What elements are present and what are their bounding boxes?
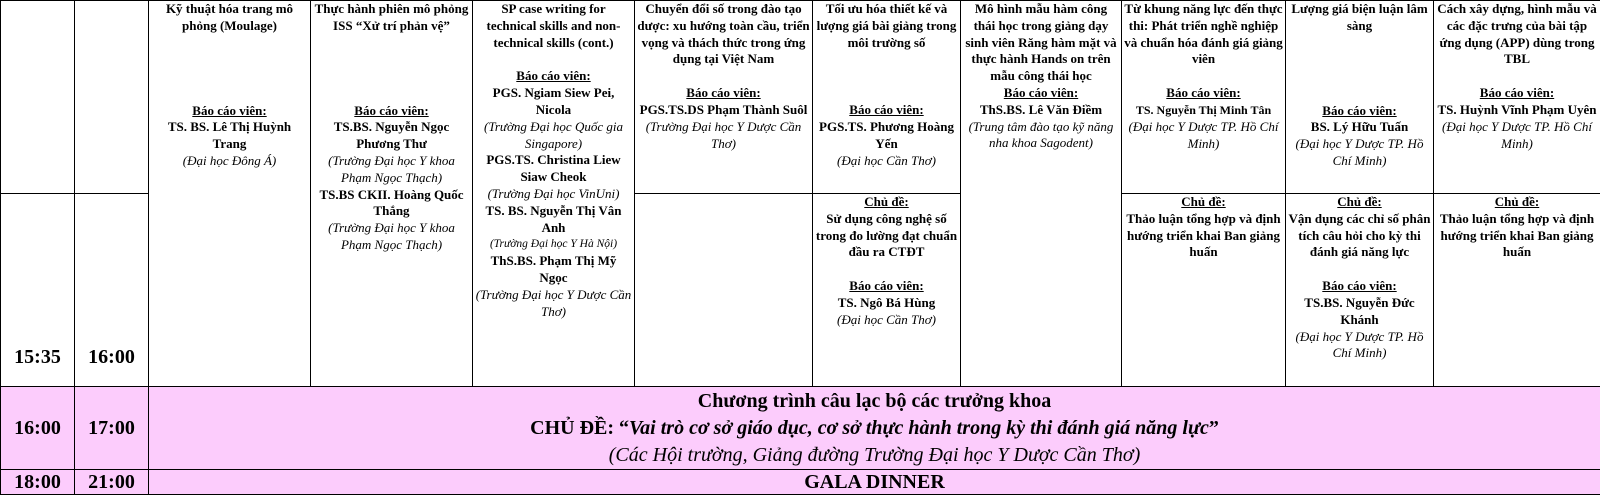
speaker-name: TS. Nguyễn Thị Minh Tân bbox=[1124, 102, 1283, 119]
club-theme-text: Vai trò cơ sở giáo dục, cơ sở thực hành trong kỳ thi đánh giá năng lực bbox=[629, 417, 1209, 439]
speaker-label: Báo cáo viên: bbox=[637, 85, 810, 102]
speaker-name: PGS.TS. Christina Liew Siaw Cheok bbox=[475, 152, 632, 186]
speaker-affiliation: (Đại học Y Dược TP. Hồ Chí Minh) bbox=[1288, 136, 1431, 170]
topic-item-analysis bbox=[1286, 194, 1434, 387]
topic-faculty-discussion-2 bbox=[1434, 194, 1600, 387]
session-ergonomic-model bbox=[961, 1, 1122, 387]
time-cell-top-right bbox=[75, 1, 149, 194]
session-title: Mô hình mẫu hàm công thái học trong giảng dạy sinh viên Răng hàm mặt và thực hành Hands on trên mẫu công thái học bbox=[963, 1, 1119, 85]
speaker-affiliation: (Đại học Y Dược TP. Hồ Chí Minh) bbox=[1288, 329, 1431, 363]
session-title: Thực hành phiên mô phỏng ISS “Xử trí phản vệ” bbox=[313, 1, 470, 35]
speaker-name: TS.BS. Nguyễn Ngọc Phương Thư bbox=[313, 119, 470, 153]
start-time: 15:35 bbox=[1, 194, 75, 387]
speaker-affiliation: (Đại học Y Dược TP. Hồ Chí Minh) bbox=[1124, 119, 1283, 153]
speaker-name: TS. Huỳnh Vĩnh Phạm Uyên bbox=[1436, 102, 1598, 119]
session-iss bbox=[311, 1, 473, 387]
speaker-label: Báo cáo viên: bbox=[1288, 103, 1431, 120]
speaker-name: ThS.BS. Phạm Thị Mỹ Ngọc bbox=[475, 253, 632, 287]
topic-text: Sử dụng công nghệ số trong đo lường đạt chuẩn đầu ra CTĐT bbox=[815, 211, 958, 261]
topic-text: Thảo luận tổng hợp và định hướng triển khai Ban giảng huấn bbox=[1124, 211, 1283, 261]
deans-club-program bbox=[149, 387, 1600, 470]
club-theme-close: ” bbox=[1209, 417, 1219, 439]
session-title: Cách xây dựng, hình mẫu và các đặc trưng của bài tập ứng dụng (APP) dùng trong TBL bbox=[1436, 1, 1598, 68]
session-competency-framework bbox=[1122, 1, 1286, 194]
topic-digital-measurement bbox=[813, 194, 961, 387]
club-theme bbox=[151, 415, 1598, 442]
speaker-affiliation: (Trường Đại học Y khoa Phạm Ngọc Thạch) bbox=[313, 153, 470, 187]
speaker-name: PGS.TS.DS Phạm Thành Suôl bbox=[637, 102, 810, 119]
session-lecture-optimization bbox=[813, 1, 961, 194]
gala-dinner: GALA DINNER bbox=[149, 470, 1600, 495]
topic-label: Chủ đề: bbox=[1436, 194, 1598, 211]
speaker-name: TS. BS. Nguyễn Thị Vân Anh bbox=[475, 203, 632, 237]
speaker-name: TS. BS. Lê Thị Huỳnh Trang bbox=[151, 119, 308, 153]
speaker-label: Báo cáo viên: bbox=[815, 278, 958, 295]
speaker-label: Báo cáo viên: bbox=[815, 102, 958, 119]
topic-faculty-discussion bbox=[1122, 194, 1286, 387]
topic-text: Vận dụng các chỉ số phân tích câu hỏi cho kỳ thi đánh giá năng lực bbox=[1288, 211, 1431, 261]
speaker-name: PGS.TS. Phương Hoàng Yến bbox=[815, 119, 958, 153]
end-time: 21:00 bbox=[75, 470, 149, 495]
speaker-name: TS.BS CKII. Hoàng Quốc Thắng bbox=[313, 187, 470, 221]
speaker-affiliation: (Đại học Đông Á) bbox=[151, 153, 308, 170]
session-title: SP case writing for technical skills and non-technical skills (cont.) bbox=[475, 1, 632, 51]
topic-label: Chủ đề: bbox=[1124, 194, 1283, 211]
session-digital-pharmacy bbox=[635, 1, 813, 194]
speaker-name: PGS. Ngiam Siew Pei, Nicola bbox=[475, 85, 632, 119]
start-time: 16:00 bbox=[1, 387, 75, 470]
speaker-affiliation: (Đại học Cần Thơ) bbox=[815, 312, 958, 329]
session-title: Kỹ thuật hóa trang mô phỏng (Moulage) bbox=[151, 1, 308, 35]
speaker-label: Báo cáo viên: bbox=[313, 103, 470, 120]
speaker-affiliation: (Trường Đại học Y Dược Cần Thơ) bbox=[637, 119, 810, 153]
speaker-label: Báo cáo viên: bbox=[1124, 85, 1283, 102]
session-title: Từ khung năng lực đến thực thi: Phát triển nghề nghiệp và chuẩn hóa đánh giá giảng viên bbox=[1124, 1, 1283, 68]
session-sp-case-writing bbox=[473, 1, 635, 387]
empty-cell bbox=[635, 194, 813, 387]
session-clinical-reasoning bbox=[1286, 1, 1434, 194]
time-cell-top-left bbox=[1, 1, 75, 194]
speaker-label: Báo cáo viên: bbox=[963, 85, 1119, 102]
topic-label: Chủ đề: bbox=[815, 194, 958, 211]
speaker-label: Báo cáo viên: bbox=[151, 103, 308, 120]
speaker-name: TS. Ngô Bá Hùng bbox=[815, 295, 958, 312]
speaker-name: TS.BS. Nguyễn Đức Khánh bbox=[1288, 295, 1431, 329]
speaker-name: ThS.BS. Lê Văn Điềm bbox=[963, 102, 1119, 119]
session-title: Chuyển đổi số trong đào tạo dược: xu hướng toàn cầu, triển vọng và thách thức trong ứng dụng tại Việt Nam bbox=[637, 1, 810, 68]
session-title: Tối ưu hóa thiết kế và lượng giá bài giảng trong môi trường số bbox=[815, 1, 958, 51]
start-time: 18:00 bbox=[1, 470, 75, 495]
session-title: Lượng giá biện luận lâm sàng bbox=[1288, 1, 1431, 35]
speaker-affiliation: (Trung tâm đào tạo kỹ năng nha khoa Sagodent) bbox=[963, 119, 1119, 153]
speaker-affiliation: (Trường Đại học Y Hà Nội) bbox=[475, 236, 632, 253]
club-theme-label: CHỦ ĐỀ: “ bbox=[530, 417, 629, 439]
speaker-label: Báo cáo viên: bbox=[1436, 85, 1598, 102]
session-tbl-app bbox=[1434, 1, 1600, 194]
speaker-affiliation: (Trường Đại học Y Dược Cần Thơ) bbox=[475, 287, 632, 321]
speaker-affiliation: (Trường Đại học Y khoa Phạm Ngọc Thạch) bbox=[313, 220, 470, 254]
end-time: 17:00 bbox=[75, 387, 149, 470]
club-title: Chương trình câu lạc bộ các trưởng khoa bbox=[151, 388, 1598, 415]
speaker-affiliation: (Trường Đại học Quốc gia Singapore) bbox=[475, 119, 632, 153]
club-venue: (Các Hội trường, Giảng đường Trường Đại học Y Dược Cần Thơ) bbox=[151, 442, 1598, 469]
speaker-name: BS. Lý Hữu Tuấn bbox=[1288, 119, 1431, 136]
speaker-label: Báo cáo viên: bbox=[1288, 278, 1431, 295]
end-time: 16:00 bbox=[75, 194, 149, 387]
speaker-label: Báo cáo viên: bbox=[475, 68, 632, 85]
speaker-affiliation: (Đại học Cần Thơ) bbox=[815, 153, 958, 170]
speaker-affiliation: (Trường Đại học VinUni) bbox=[475, 186, 632, 203]
session-moulage bbox=[149, 1, 311, 387]
topic-text: Thảo luận tổng hợp và định hướng triển khai Ban giảng huấn bbox=[1436, 211, 1598, 261]
topic-label: Chủ đề: bbox=[1288, 194, 1431, 211]
speaker-affiliation: (Đại học Y Dược TP. Hồ Chí Minh) bbox=[1436, 119, 1598, 153]
